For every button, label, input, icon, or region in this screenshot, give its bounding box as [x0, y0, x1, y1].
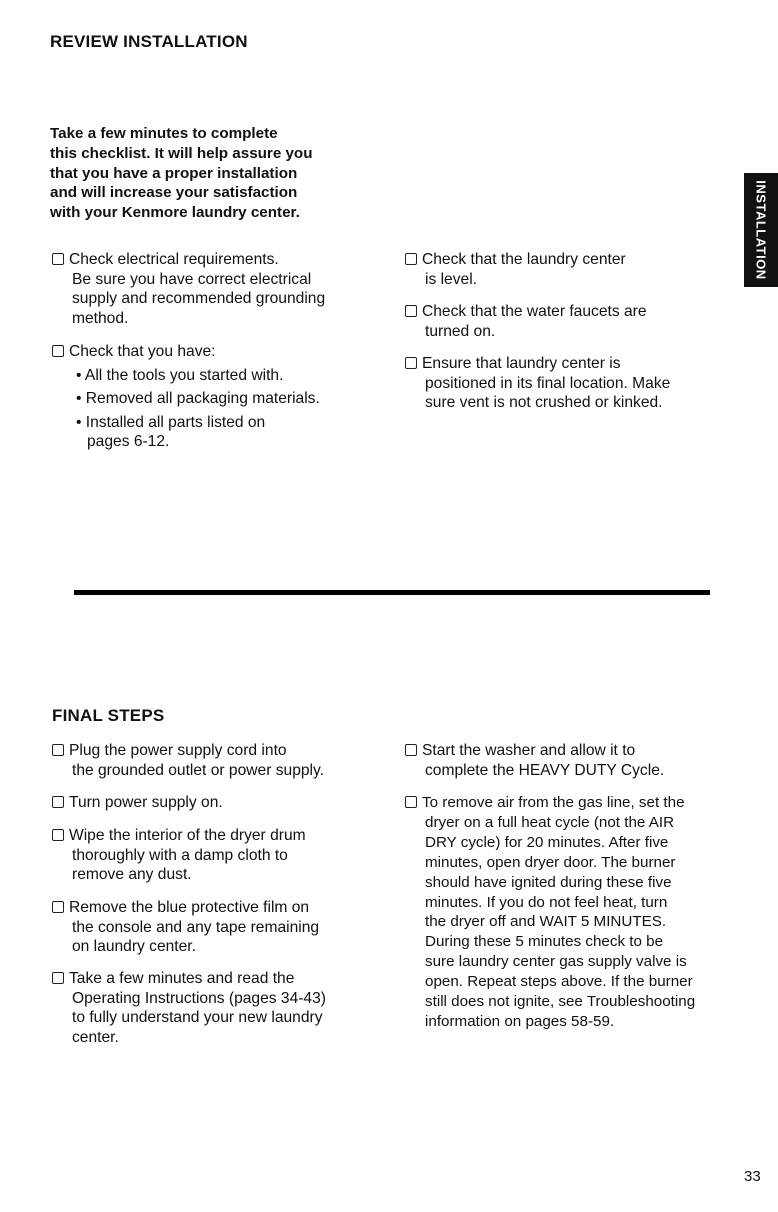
- item-text: Check that the water faucets are: [422, 303, 647, 320]
- item-text: Check electrical requirements.: [69, 251, 279, 268]
- item-text: the grounded outlet or power supply.: [72, 761, 324, 779]
- checklist-item-faucets: [405, 302, 647, 341]
- installation-side-tab: [744, 173, 778, 287]
- item-text: minutes. If you do not feel heat, turn: [425, 893, 668, 911]
- final-item-plug: [52, 741, 324, 780]
- item-text: the dryer off and WAIT 5 MINUTES.: [425, 913, 667, 931]
- item-text: is level.: [425, 270, 477, 288]
- checklist-item-have: [52, 342, 320, 452]
- item-text: minutes, open dryer door. The burner: [425, 853, 676, 871]
- checklist-item-position: [405, 354, 670, 413]
- checklist-item-electrical: [52, 250, 325, 328]
- item-text: remove any dust.: [72, 866, 192, 884]
- item-text: Ensure that laundry center is: [422, 355, 621, 372]
- item-text: center.: [72, 1028, 119, 1046]
- checkbox-icon[interactable]: [405, 744, 417, 756]
- item-text: sure vent is not crushed or kinked.: [425, 394, 663, 412]
- side-tab-label: INSTALLATION: [753, 180, 769, 280]
- item-text: Start the washer and allow it to: [422, 742, 636, 759]
- final-item-wipe: [52, 826, 306, 885]
- item-text: Check that the laundry center: [422, 251, 626, 268]
- intro-line: that you have a proper installation: [50, 164, 298, 182]
- bullet-item: • All the tools you started with.: [76, 366, 284, 384]
- item-text: to fully understand your new laundry: [72, 1009, 323, 1027]
- item-text: positioned in its final location. Make: [425, 374, 671, 392]
- intro-paragraph: [50, 124, 390, 223]
- intro-line: and will increase your satisfaction: [50, 184, 298, 202]
- item-text: Remove the blue protective film on: [69, 899, 310, 916]
- checkbox-icon[interactable]: [52, 345, 64, 357]
- item-text: Check that you have:: [69, 343, 216, 360]
- item-text: supply and recommended grounding: [72, 290, 326, 308]
- final-item-power: [52, 793, 223, 813]
- item-text: open. Repeat steps above. If the burner: [425, 973, 693, 991]
- intro-line: this checklist. It will help assure you: [50, 144, 313, 162]
- item-text: DRY cycle) for 20 minutes. After five: [425, 833, 669, 851]
- item-text: Wipe the interior of the dryer drum: [69, 827, 306, 844]
- item-text: the console and any tape remaining: [72, 918, 320, 936]
- item-text: Plug the power supply cord into: [69, 742, 287, 759]
- checkbox-icon[interactable]: [405, 305, 417, 317]
- bullet-item: • Installed all parts listed on: [76, 413, 266, 431]
- section-divider: [74, 590, 710, 595]
- final-item-film: [52, 898, 319, 957]
- item-text: still does not ignite, see Troubleshooting: [425, 993, 696, 1011]
- item-text: complete the HEAVY DUTY Cycle.: [425, 761, 665, 779]
- item-text: During these 5 minutes check to be: [425, 933, 664, 951]
- page-number: 33: [744, 1168, 761, 1185]
- item-text: Operating Instructions (pages 34-43): [72, 989, 326, 1007]
- item-text: sure laundry center gas supply valve is: [425, 953, 687, 971]
- item-text: turned on.: [425, 322, 496, 340]
- section-title-final: FINAL STEPS: [52, 706, 165, 725]
- item-text: on laundry center.: [72, 938, 196, 956]
- checkbox-icon[interactable]: [52, 901, 64, 913]
- checkbox-icon[interactable]: [405, 253, 417, 265]
- checkbox-icon[interactable]: [405, 796, 417, 808]
- bullet-item: • Removed all packaging materials.: [76, 390, 320, 408]
- item-text: information on pages 58-59.: [425, 1012, 615, 1030]
- checkbox-icon[interactable]: [52, 829, 64, 841]
- checkbox-icon[interactable]: [405, 357, 417, 369]
- item-text: Take a few minutes and read the: [69, 970, 295, 987]
- item-text: thoroughly with a damp cloth to: [72, 846, 288, 864]
- intro-line: Take a few minutes to complete: [50, 125, 278, 142]
- checkbox-icon[interactable]: [52, 796, 64, 808]
- item-text: Turn power supply on.: [69, 794, 223, 811]
- checkbox-icon[interactable]: [52, 253, 64, 265]
- final-item-washer: [405, 741, 664, 780]
- item-text: Be sure you have correct electrical: [72, 270, 312, 288]
- section-title-review: REVIEW INSTALLATION: [50, 32, 248, 51]
- checkbox-icon[interactable]: [52, 972, 64, 984]
- final-item-gas: [405, 793, 695, 1032]
- checklist-item-level: [405, 250, 626, 289]
- intro-line: with your Kenmore laundry center.: [50, 204, 300, 222]
- item-text: dryer on a full heat cycle (not the AIR: [425, 813, 675, 831]
- item-text: should have ignited during these five: [425, 873, 672, 891]
- item-text: method.: [72, 309, 129, 327]
- bullet-continuation: pages 6-12.: [87, 433, 170, 451]
- item-text: To remove air from the gas line, set the: [422, 794, 685, 811]
- final-item-read: [52, 969, 326, 1047]
- checkbox-icon[interactable]: [52, 744, 64, 756]
